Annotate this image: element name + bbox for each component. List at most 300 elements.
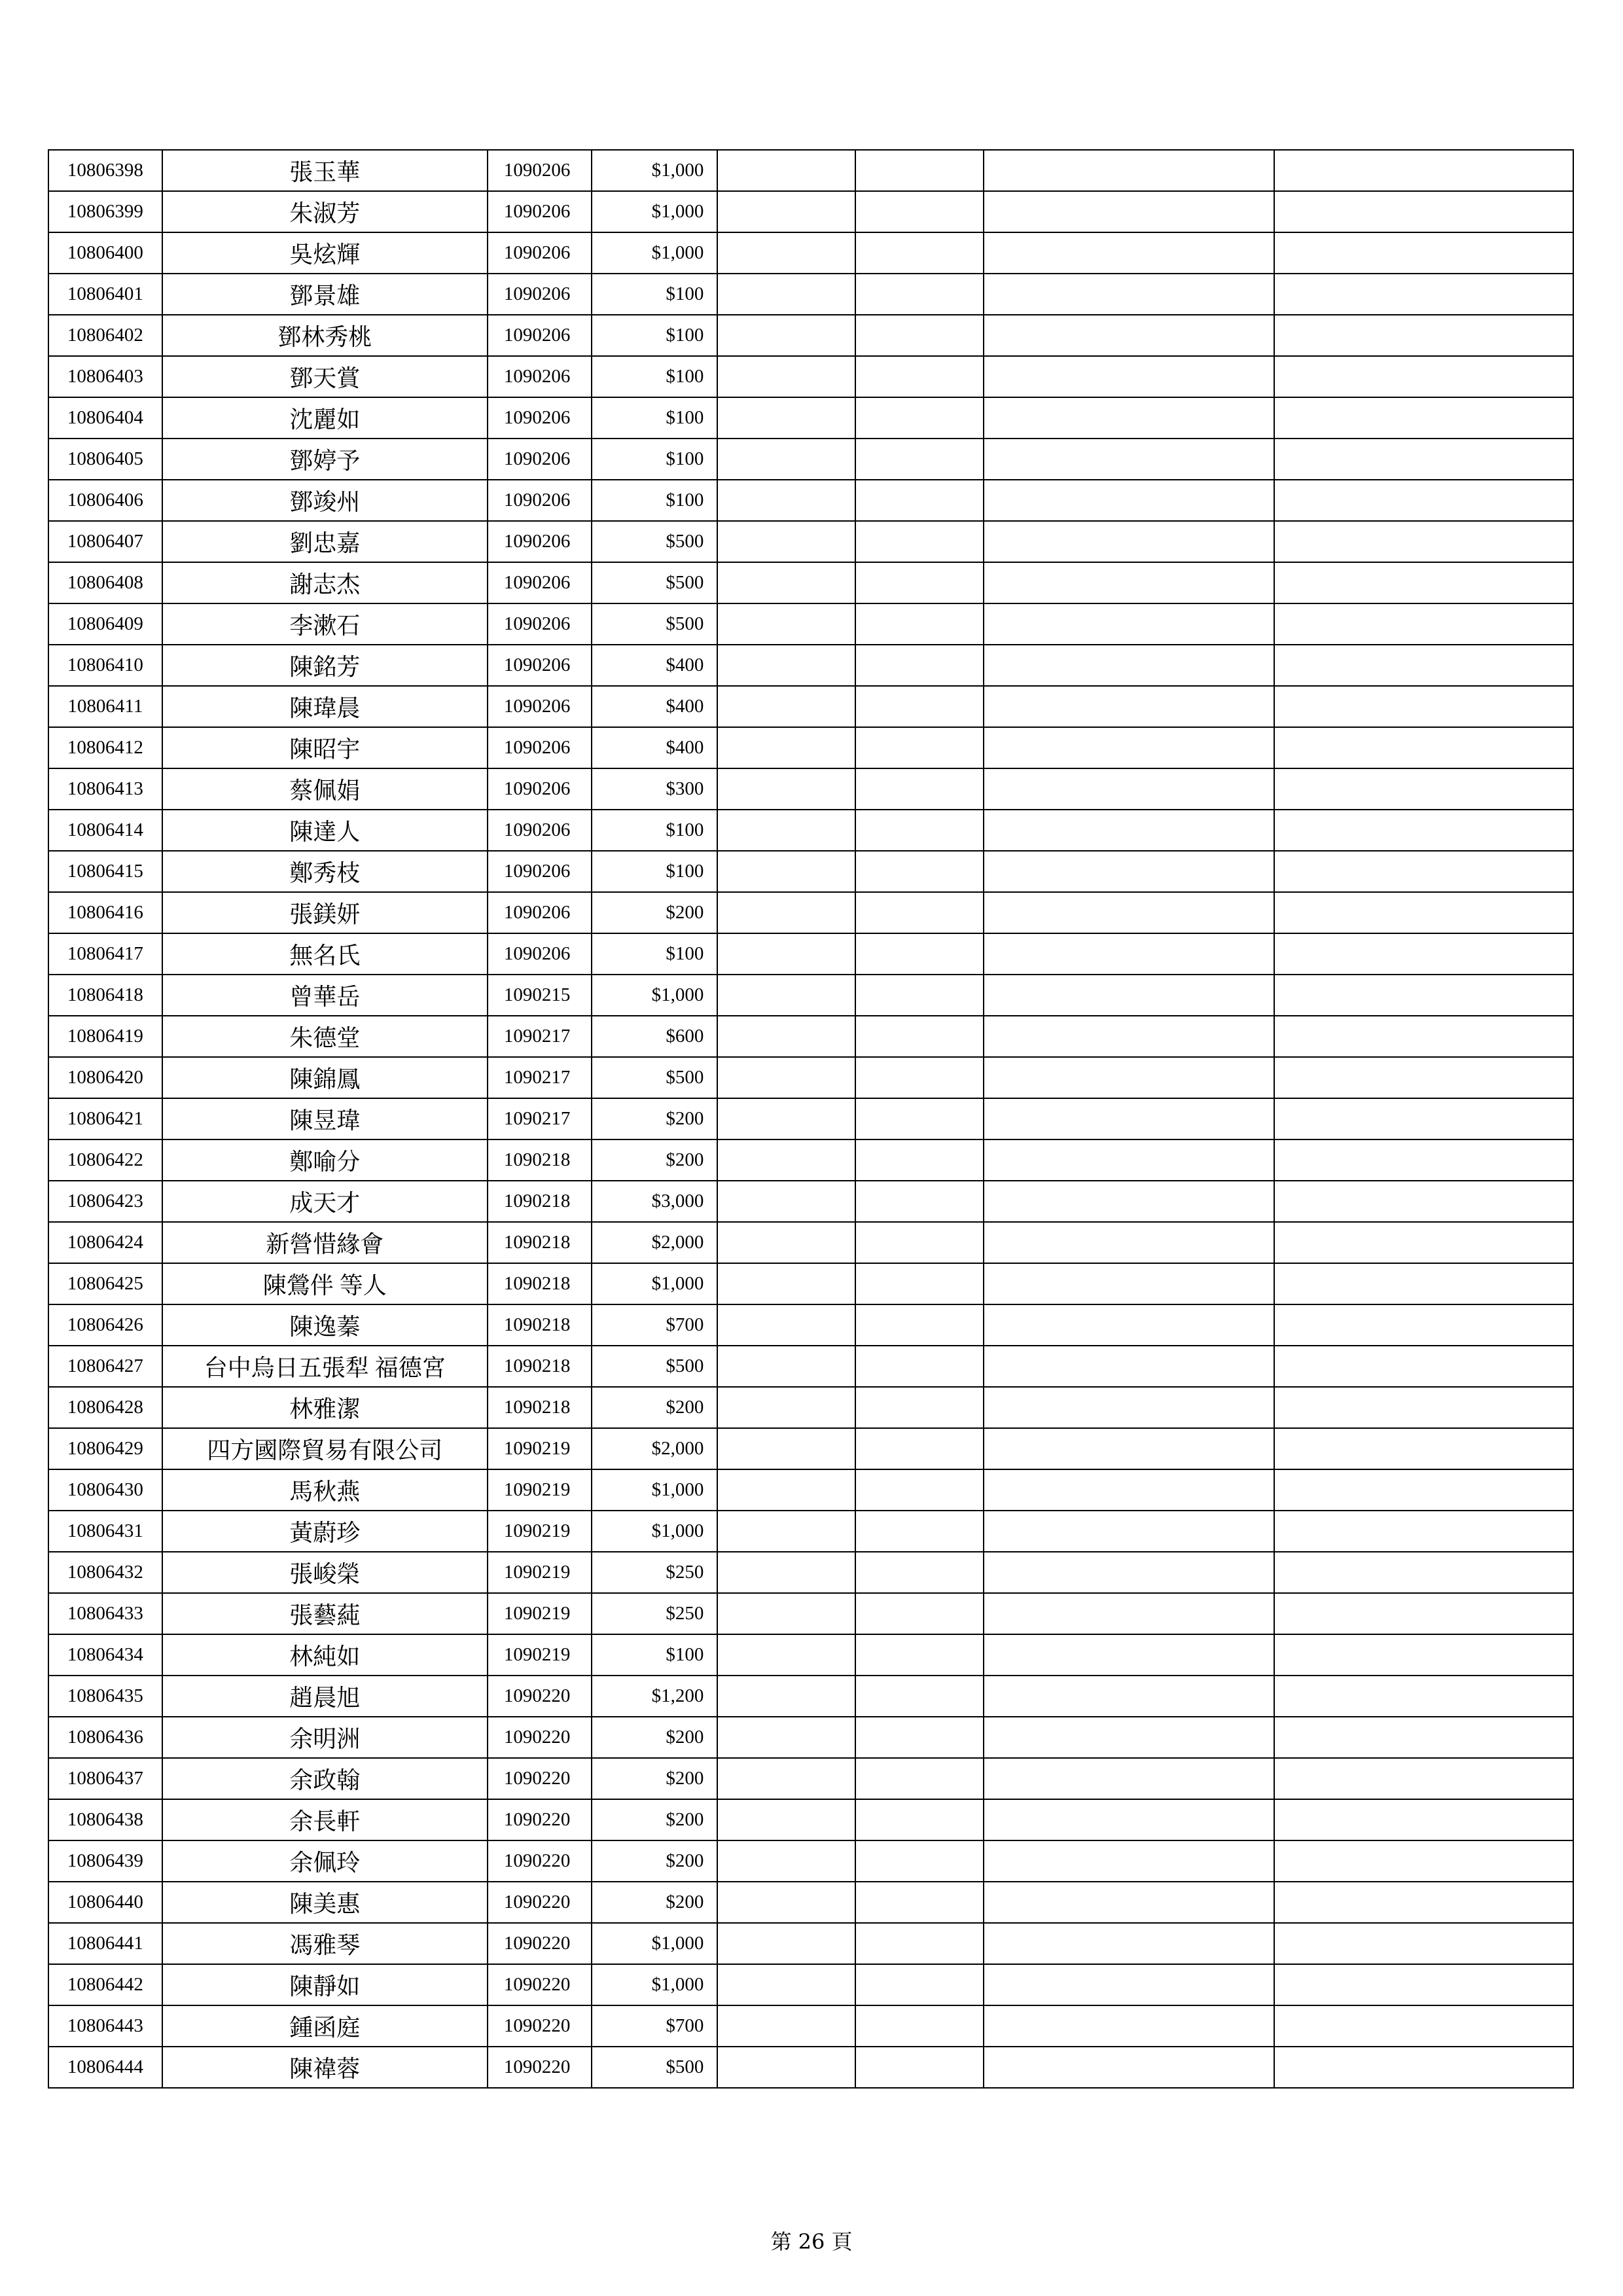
donation-date-cell: 1090217 (488, 1098, 592, 1139)
empty-cell (855, 1676, 984, 1717)
receipt-number-cell: 10806437 (48, 1758, 162, 1799)
empty-cell (984, 1139, 1274, 1181)
empty-cell (984, 1387, 1274, 1428)
empty-cell (855, 933, 984, 975)
donation-date-cell: 1090219 (488, 1428, 592, 1469)
receipt-number-cell: 10806409 (48, 603, 162, 645)
empty-cell (855, 1758, 984, 1799)
receipt-number-cell: 10806436 (48, 1717, 162, 1758)
donation-date-cell: 1090218 (488, 1139, 592, 1181)
empty-cell (984, 1057, 1274, 1098)
empty-cell (984, 1552, 1274, 1593)
donation-date-cell: 1090206 (488, 232, 592, 274)
empty-cell (855, 1387, 984, 1428)
empty-cell (984, 439, 1274, 480)
empty-cell (717, 1387, 855, 1428)
empty-cell (855, 1964, 984, 2005)
amount-cell: $1,000 (592, 1263, 718, 1304)
receipt-number-cell: 10806434 (48, 1634, 162, 1676)
amount-cell: $1,000 (592, 232, 718, 274)
empty-cell (1274, 1552, 1573, 1593)
donation-date-cell: 1090218 (488, 1304, 592, 1346)
receipt-number-cell: 10806428 (48, 1387, 162, 1428)
empty-cell (984, 1428, 1274, 1469)
table-row (48, 1634, 1573, 1676)
empty-cell (855, 2047, 984, 2088)
empty-cell (855, 397, 984, 439)
receipt-number-cell: 10806440 (48, 1882, 162, 1923)
empty-cell (1274, 1181, 1573, 1222)
empty-cell (1274, 1139, 1573, 1181)
receipt-number-cell: 10806402 (48, 315, 162, 356)
table-row (48, 1840, 1573, 1882)
empty-cell (717, 1304, 855, 1346)
receipt-number-cell: 10806404 (48, 397, 162, 439)
empty-cell (984, 562, 1274, 603)
donor-name-cell: 陳逸蓁 (162, 1304, 488, 1346)
receipt-number-cell: 10806407 (48, 521, 162, 562)
receipt-number-cell: 10806412 (48, 727, 162, 768)
donor-name-cell: 蔡佩娟 (162, 768, 488, 810)
donation-date-cell: 1090220 (488, 1840, 592, 1882)
empty-cell (717, 439, 855, 480)
empty-cell (984, 810, 1274, 851)
amount-cell: $500 (592, 562, 718, 603)
empty-cell (984, 1098, 1274, 1139)
table-row (48, 1263, 1573, 1304)
donor-name-cell: 鄧天賞 (162, 356, 488, 397)
table-row (48, 1799, 1573, 1840)
table-row (48, 232, 1573, 274)
empty-cell (984, 1923, 1274, 1964)
empty-cell (1274, 1263, 1573, 1304)
empty-cell (717, 810, 855, 851)
donation-date-cell: 1090206 (488, 356, 592, 397)
empty-cell (717, 2005, 855, 2047)
donor-name-cell: 趙晨旭 (162, 1676, 488, 1717)
table-row (48, 521, 1573, 562)
empty-cell (1274, 562, 1573, 603)
empty-cell (717, 727, 855, 768)
empty-cell (717, 1098, 855, 1139)
empty-cell (717, 645, 855, 686)
empty-cell (717, 2047, 855, 2088)
table-row (48, 480, 1573, 521)
table-row (48, 1057, 1573, 1098)
empty-cell (1274, 397, 1573, 439)
donation-date-cell: 1090220 (488, 2047, 592, 2088)
receipt-number-cell: 10806410 (48, 645, 162, 686)
empty-cell (717, 150, 855, 191)
donation-date-cell: 1090220 (488, 1799, 592, 1840)
amount-cell: $1,000 (592, 1923, 718, 1964)
table-row (48, 356, 1573, 397)
receipt-number-cell: 10806422 (48, 1139, 162, 1181)
donation-date-cell: 1090206 (488, 439, 592, 480)
empty-cell (1274, 2005, 1573, 2047)
empty-cell (717, 232, 855, 274)
receipt-number-cell: 10806426 (48, 1304, 162, 1346)
amount-cell: $100 (592, 439, 718, 480)
empty-cell (717, 1634, 855, 1676)
empty-cell (717, 1923, 855, 1964)
empty-cell (717, 686, 855, 727)
table-row (48, 851, 1573, 892)
empty-cell (717, 1428, 855, 1469)
empty-cell (1274, 439, 1573, 480)
empty-cell (984, 191, 1274, 232)
empty-cell (1274, 768, 1573, 810)
amount-cell: $500 (592, 1346, 718, 1387)
receipt-number-cell: 10806427 (48, 1346, 162, 1387)
empty-cell (855, 232, 984, 274)
empty-cell (1274, 150, 1573, 191)
empty-cell (1274, 1799, 1573, 1840)
donation-date-cell: 1090220 (488, 1923, 592, 1964)
table-row (48, 562, 1573, 603)
donation-date-cell: 1090219 (488, 1634, 592, 1676)
empty-cell (855, 274, 984, 315)
empty-cell (1274, 686, 1573, 727)
receipt-number-cell: 10806443 (48, 2005, 162, 2047)
empty-cell (1274, 1964, 1573, 2005)
receipt-number-cell: 10806431 (48, 1511, 162, 1552)
empty-cell (855, 1552, 984, 1593)
empty-cell (855, 2005, 984, 2047)
donor-name-cell: 四方國際貿易有限公司 (162, 1428, 488, 1469)
amount-cell: $700 (592, 1304, 718, 1346)
donation-date-cell: 1090206 (488, 397, 592, 439)
donation-ledger-table (48, 149, 1574, 2089)
empty-cell (855, 315, 984, 356)
empty-cell (984, 356, 1274, 397)
empty-cell (855, 768, 984, 810)
donation-date-cell: 1090206 (488, 274, 592, 315)
receipt-number-cell: 10806435 (48, 1676, 162, 1717)
receipt-number-cell: 10806418 (48, 975, 162, 1016)
empty-cell (855, 1181, 984, 1222)
donation-date-cell: 1090206 (488, 191, 592, 232)
empty-cell (984, 1346, 1274, 1387)
amount-cell: $200 (592, 1098, 718, 1139)
empty-cell (717, 1964, 855, 2005)
donor-name-cell: 陳靜如 (162, 1964, 488, 2005)
empty-cell (717, 274, 855, 315)
donation-date-cell: 1090220 (488, 1964, 592, 2005)
empty-cell (855, 1304, 984, 1346)
empty-cell (984, 1304, 1274, 1346)
amount-cell: $200 (592, 1882, 718, 1923)
empty-cell (984, 1964, 1274, 2005)
amount-cell: $400 (592, 727, 718, 768)
table-row (48, 1552, 1573, 1593)
table-row (48, 1387, 1573, 1428)
donation-date-cell: 1090206 (488, 727, 592, 768)
donor-name-cell: 陳鶯伴 等人 (162, 1263, 488, 1304)
empty-cell (855, 1840, 984, 1882)
donation-date-cell: 1090220 (488, 2005, 592, 2047)
empty-cell (984, 645, 1274, 686)
empty-cell (1274, 1511, 1573, 1552)
empty-cell (717, 1057, 855, 1098)
empty-cell (855, 975, 984, 1016)
amount-cell: $3,000 (592, 1181, 718, 1222)
empty-cell (717, 1263, 855, 1304)
empty-cell (855, 1593, 984, 1634)
donor-name-cell: 鄧林秀桃 (162, 315, 488, 356)
table-row (48, 1139, 1573, 1181)
empty-cell (717, 480, 855, 521)
table-row (48, 933, 1573, 975)
donor-name-cell: 吳炫輝 (162, 232, 488, 274)
amount-cell: $100 (592, 274, 718, 315)
empty-cell (855, 1263, 984, 1304)
amount-cell: $200 (592, 1387, 718, 1428)
empty-cell (1274, 1676, 1573, 1717)
ledger-body (48, 150, 1573, 2088)
empty-cell (855, 480, 984, 521)
donor-name-cell: 台中烏日五張犁 福德宮 (162, 1346, 488, 1387)
empty-cell (1274, 727, 1573, 768)
empty-cell (1274, 1840, 1573, 1882)
amount-cell: $1,000 (592, 1511, 718, 1552)
receipt-number-cell: 10806429 (48, 1428, 162, 1469)
amount-cell: $200 (592, 892, 718, 933)
empty-cell (1274, 933, 1573, 975)
amount-cell: $100 (592, 315, 718, 356)
empty-cell (855, 1222, 984, 1263)
empty-cell (984, 1181, 1274, 1222)
empty-cell (984, 232, 1274, 274)
table-row (48, 645, 1573, 686)
donation-date-cell: 1090219 (488, 1593, 592, 1634)
empty-cell (984, 603, 1274, 645)
donation-date-cell: 1090206 (488, 521, 592, 562)
donation-date-cell: 1090206 (488, 686, 592, 727)
empty-cell (984, 315, 1274, 356)
amount-cell: $400 (592, 645, 718, 686)
table-row (48, 315, 1573, 356)
empty-cell (855, 1098, 984, 1139)
donor-name-cell: 鄧婷予 (162, 439, 488, 480)
table-row (48, 1304, 1573, 1346)
empty-cell (984, 975, 1274, 1016)
receipt-number-cell: 10806430 (48, 1469, 162, 1511)
donor-name-cell: 陳達人 (162, 810, 488, 851)
donor-name-cell: 鄧竣州 (162, 480, 488, 521)
empty-cell (855, 727, 984, 768)
table-row (48, 975, 1573, 1016)
table-row (48, 727, 1573, 768)
table-row (48, 1717, 1573, 1758)
table-row (48, 1428, 1573, 1469)
amount-cell: $1,000 (592, 150, 718, 191)
donor-name-cell: 無名氏 (162, 933, 488, 975)
empty-cell (717, 521, 855, 562)
empty-cell (717, 1511, 855, 1552)
amount-cell: $600 (592, 1016, 718, 1057)
receipt-number-cell: 10806444 (48, 2047, 162, 2088)
donation-date-cell: 1090220 (488, 1676, 592, 1717)
donation-date-cell: 1090220 (488, 1717, 592, 1758)
empty-cell (717, 1676, 855, 1717)
receipt-number-cell: 10806399 (48, 191, 162, 232)
empty-cell (1274, 851, 1573, 892)
empty-cell (717, 1552, 855, 1593)
empty-cell (1274, 356, 1573, 397)
empty-cell (1274, 1758, 1573, 1799)
donation-date-cell: 1090218 (488, 1263, 592, 1304)
empty-cell (984, 2047, 1274, 2088)
empty-cell (984, 1511, 1274, 1552)
donor-name-cell: 林雅潔 (162, 1387, 488, 1428)
amount-cell: $2,000 (592, 1222, 718, 1263)
receipt-number-cell: 10806401 (48, 274, 162, 315)
empty-cell (717, 1469, 855, 1511)
donor-name-cell: 李漱石 (162, 603, 488, 645)
donor-name-cell: 余政翰 (162, 1758, 488, 1799)
empty-cell (1274, 645, 1573, 686)
donation-date-cell: 1090219 (488, 1469, 592, 1511)
empty-cell (855, 892, 984, 933)
amount-cell: $200 (592, 1139, 718, 1181)
empty-cell (1274, 892, 1573, 933)
amount-cell: $100 (592, 480, 718, 521)
empty-cell (984, 1593, 1274, 1634)
receipt-number-cell: 10806423 (48, 1181, 162, 1222)
empty-cell (1274, 1098, 1573, 1139)
donation-date-cell: 1090206 (488, 768, 592, 810)
empty-cell (1274, 232, 1573, 274)
table-row (48, 1222, 1573, 1263)
empty-cell (717, 1593, 855, 1634)
empty-cell (1274, 274, 1573, 315)
table-row (48, 892, 1573, 933)
page-number: 第 26 頁 (770, 2229, 853, 2254)
empty-cell (1274, 1222, 1573, 1263)
empty-cell (984, 1799, 1274, 1840)
empty-cell (717, 1882, 855, 1923)
donor-name-cell: 謝志杰 (162, 562, 488, 603)
table-row (48, 768, 1573, 810)
donation-date-cell: 1090219 (488, 1511, 592, 1552)
empty-cell (855, 1139, 984, 1181)
empty-cell (855, 191, 984, 232)
donation-date-cell: 1090206 (488, 810, 592, 851)
donation-date-cell: 1090218 (488, 1387, 592, 1428)
donor-name-cell: 余佩玲 (162, 1840, 488, 1882)
empty-cell (717, 1758, 855, 1799)
donor-name-cell: 劉忠嘉 (162, 521, 488, 562)
donation-date-cell: 1090206 (488, 645, 592, 686)
table-row (48, 1469, 1573, 1511)
amount-cell: $300 (592, 768, 718, 810)
donor-name-cell: 陳昱瑋 (162, 1098, 488, 1139)
receipt-number-cell: 10806442 (48, 1964, 162, 2005)
donation-date-cell: 1090218 (488, 1346, 592, 1387)
table-row (48, 1964, 1573, 2005)
donor-name-cell: 林純如 (162, 1634, 488, 1676)
receipt-number-cell: 10806438 (48, 1799, 162, 1840)
table-row (48, 603, 1573, 645)
donor-name-cell: 新營惜緣會 (162, 1222, 488, 1263)
amount-cell: $100 (592, 1634, 718, 1676)
amount-cell: $100 (592, 397, 718, 439)
donation-date-cell: 1090206 (488, 892, 592, 933)
donation-date-cell: 1090206 (488, 603, 592, 645)
table-row (48, 1593, 1573, 1634)
table-row (48, 397, 1573, 439)
donor-name-cell: 張鎂妍 (162, 892, 488, 933)
empty-cell (717, 933, 855, 975)
amount-cell: $250 (592, 1593, 718, 1634)
donation-date-cell: 1090220 (488, 1758, 592, 1799)
empty-cell (984, 933, 1274, 975)
amount-cell: $1,000 (592, 1964, 718, 2005)
empty-cell (1274, 480, 1573, 521)
amount-cell: $500 (592, 603, 718, 645)
empty-cell (984, 1840, 1274, 1882)
table-row (48, 810, 1573, 851)
empty-cell (984, 1882, 1274, 1923)
empty-cell (855, 1634, 984, 1676)
empty-cell (1274, 1634, 1573, 1676)
donation-date-cell: 1090215 (488, 975, 592, 1016)
amount-cell: $500 (592, 521, 718, 562)
empty-cell (717, 1799, 855, 1840)
empty-cell (984, 851, 1274, 892)
empty-cell (717, 1346, 855, 1387)
empty-cell (1274, 191, 1573, 232)
empty-cell (1274, 1387, 1573, 1428)
empty-cell (855, 1923, 984, 1964)
empty-cell (717, 603, 855, 645)
donor-name-cell: 鍾函庭 (162, 2005, 488, 2047)
empty-cell (1274, 1717, 1573, 1758)
amount-cell: $200 (592, 1717, 718, 1758)
empty-cell (717, 1139, 855, 1181)
donor-name-cell: 朱德堂 (162, 1016, 488, 1057)
empty-cell (984, 1717, 1274, 1758)
receipt-number-cell: 10806425 (48, 1263, 162, 1304)
amount-cell: $2,000 (592, 1428, 718, 1469)
donor-name-cell: 成天才 (162, 1181, 488, 1222)
donation-date-cell: 1090206 (488, 562, 592, 603)
empty-cell (1274, 521, 1573, 562)
amount-cell: $100 (592, 356, 718, 397)
donor-name-cell: 張峻榮 (162, 1552, 488, 1593)
donation-date-cell: 1090206 (488, 150, 592, 191)
table-row (48, 1098, 1573, 1139)
donation-date-cell: 1090217 (488, 1016, 592, 1057)
table-row (48, 191, 1573, 232)
empty-cell (984, 1758, 1274, 1799)
empty-cell (984, 480, 1274, 521)
donor-name-cell: 鄭秀枝 (162, 851, 488, 892)
empty-cell (1274, 1882, 1573, 1923)
amount-cell: $500 (592, 2047, 718, 2088)
amount-cell: $1,000 (592, 191, 718, 232)
receipt-number-cell: 10806403 (48, 356, 162, 397)
empty-cell (1274, 1428, 1573, 1469)
empty-cell (984, 1634, 1274, 1676)
table-row (48, 1758, 1573, 1799)
donation-date-cell: 1090206 (488, 480, 592, 521)
empty-cell (855, 1799, 984, 1840)
amount-cell: $700 (592, 2005, 718, 2047)
donation-date-cell: 1090206 (488, 851, 592, 892)
donation-date-cell: 1090217 (488, 1057, 592, 1098)
